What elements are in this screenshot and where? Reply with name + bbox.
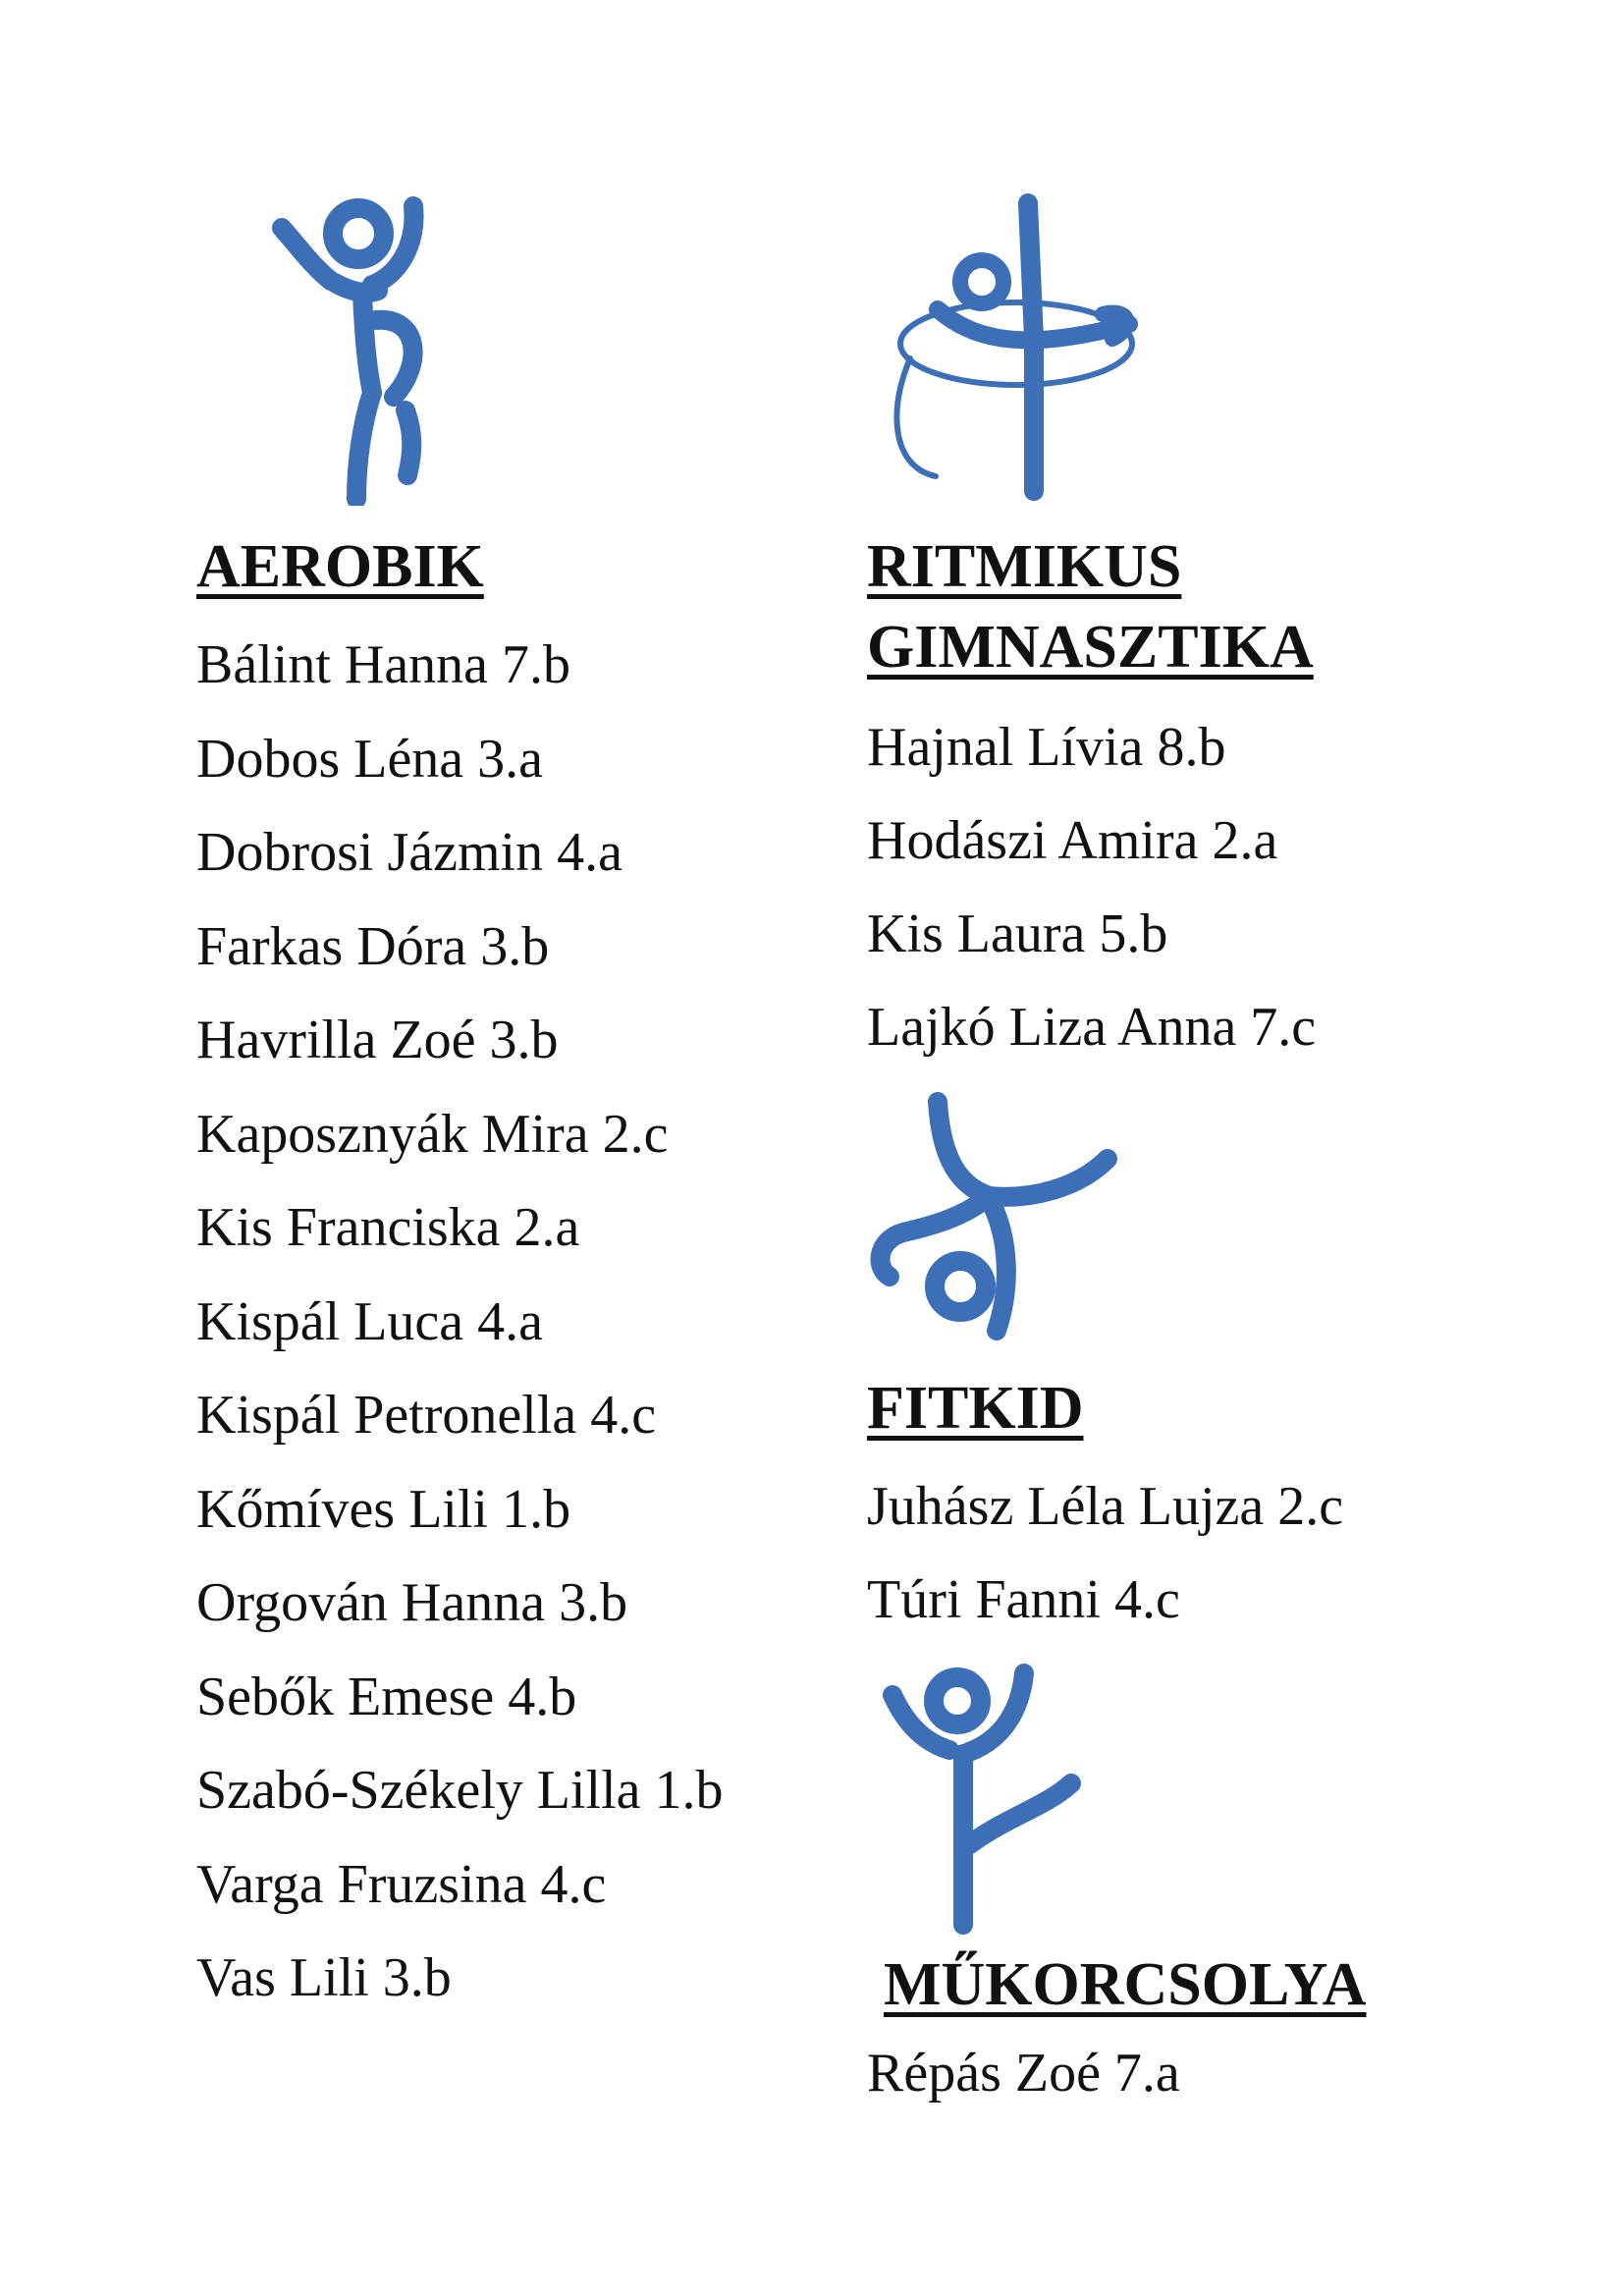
figure-skater-icon xyxy=(879,1660,1090,1935)
list-item: Répás Zoé 7.a xyxy=(867,2043,1180,2104)
list-item: Bálint Hanna 7.b xyxy=(196,634,571,695)
list-item: Kispál Petronella 4.c xyxy=(196,1385,657,1446)
list-item: Dobos Léna 3.a xyxy=(196,728,544,790)
heading-line-1: RITMIKUS xyxy=(867,533,1182,600)
list-item: Juhász Léla Lujza 2.c xyxy=(867,1476,1344,1537)
rhythmic-gymnast-ribbon-icon xyxy=(879,191,1159,506)
list-item: Havrilla Zoé 3.b xyxy=(196,1010,559,1070)
list-item: Lajkó Liza Anna 7.c xyxy=(867,997,1317,1058)
list-item: Farkas Dóra 3.b xyxy=(196,915,550,977)
mukorcsolya-heading: MŰKORCSOLYA xyxy=(884,1951,1367,2018)
heading-line-2: GIMNASZTIKA xyxy=(867,614,1314,681)
list-item: Kaposznyák Mira 2.c xyxy=(196,1103,669,1165)
list-item: Kis Laura 5.b xyxy=(867,903,1168,964)
fitkid-heading: FITKID xyxy=(867,1375,1084,1442)
list-item: Hajnal Lívia 8.b xyxy=(867,717,1226,778)
list-item: Dobrosi Jázmin 4.a xyxy=(196,822,622,883)
fitkid-name-list xyxy=(867,1460,1343,1647)
cartwheel-gymnast-icon xyxy=(864,1090,1124,1345)
list-item: Kispál Luca 4.a xyxy=(196,1290,543,1352)
list-item: Orgován Hanna 3.b xyxy=(196,1572,628,1633)
list-item: Hodászi Amira 2.a xyxy=(867,810,1278,871)
list-item: Kőmíves Lili 1.b xyxy=(196,1478,571,1540)
list-item: Kis Franciska 2.a xyxy=(196,1197,580,1258)
list-item: Szabó-Székely Lilla 1.b xyxy=(196,1760,724,1821)
list-item: Vas Lili 3.b xyxy=(196,1947,452,2008)
ritmikus-name-list xyxy=(867,701,1316,1074)
mukorcsolya-name-list xyxy=(867,2027,1180,2120)
aerobik-heading: AEROBIK xyxy=(196,533,484,600)
list-item: Sebők Emese 4.b xyxy=(196,1666,577,1727)
list-item: Túri Fanni 4.c xyxy=(867,1569,1180,1630)
ritmikus-gimnasztika-heading xyxy=(867,526,1314,687)
aerobics-dancer-icon xyxy=(270,187,457,506)
list-item: Varga Fruzsina 4.c xyxy=(196,1853,607,1915)
aerobik-name-list xyxy=(196,619,724,2026)
